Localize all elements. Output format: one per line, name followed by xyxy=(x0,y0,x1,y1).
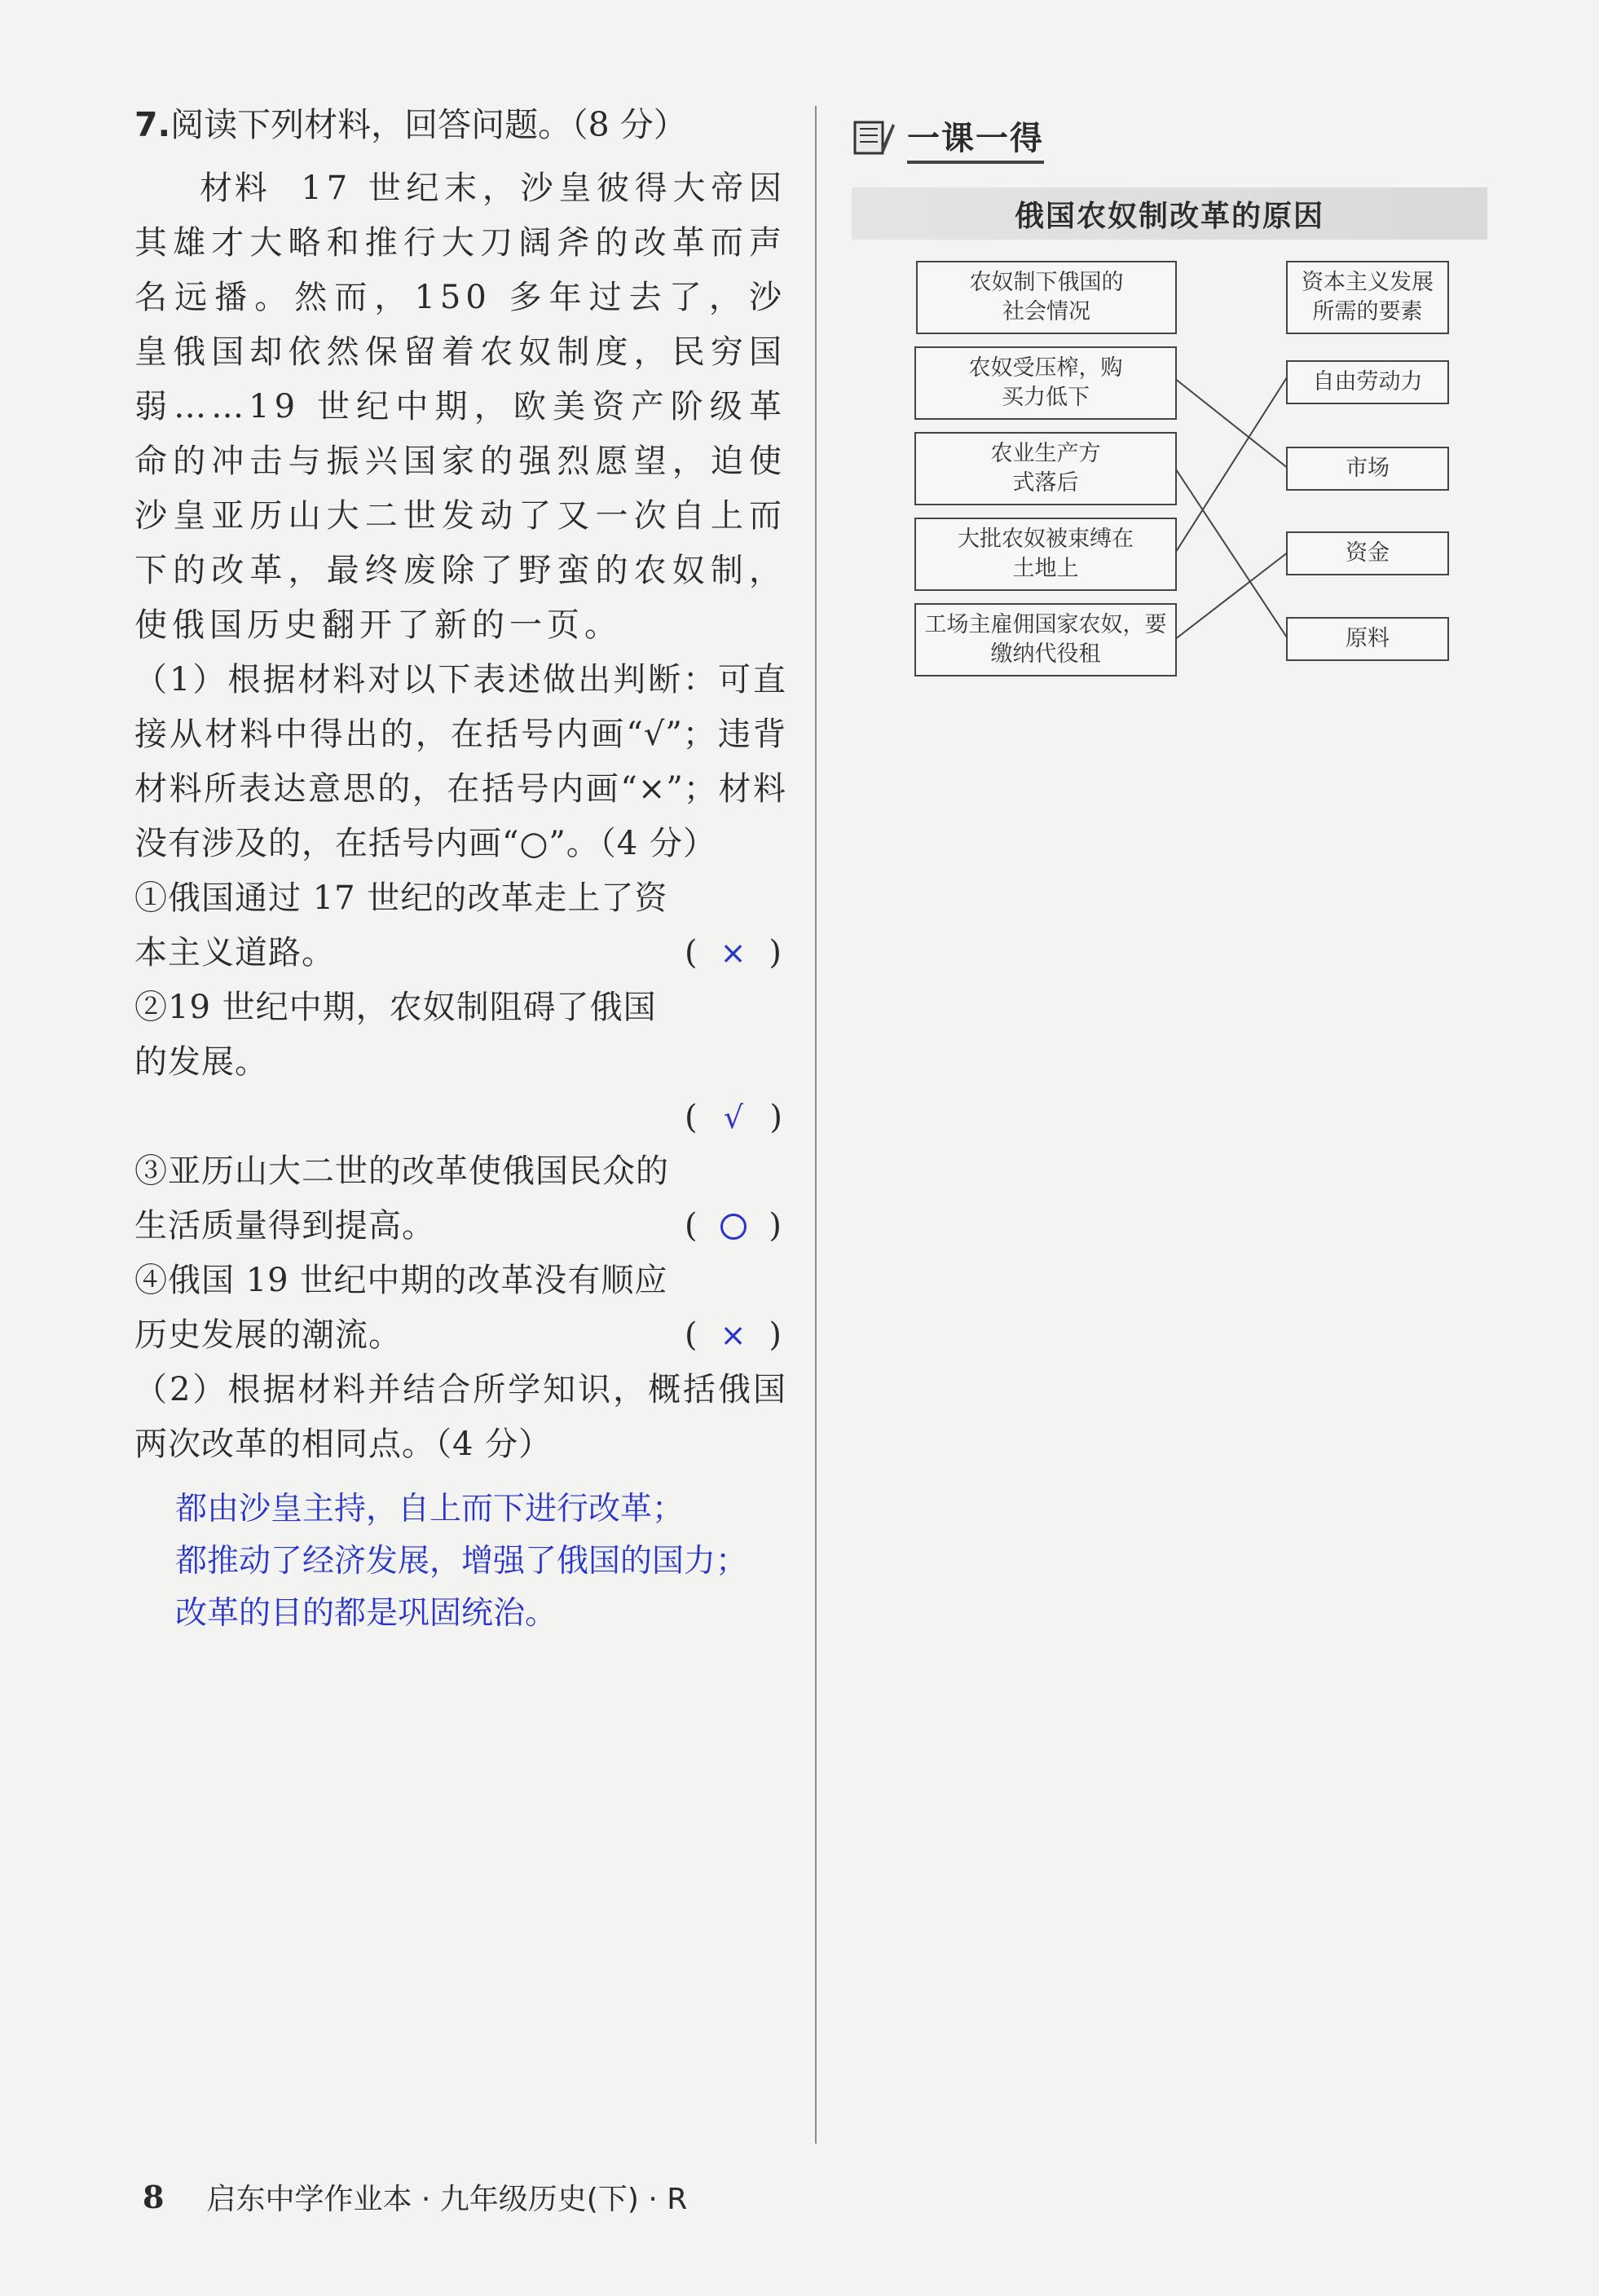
page-number: 8 xyxy=(143,2179,165,2215)
cause-box-4 xyxy=(914,603,1177,676)
part1-prompt: （1）根据材料对以下表述做出判断：可直接从材料中得出的，在括号内画“√”；违背材料所表达意思的，在括号内画“×”；材料没有涉及的，在括号内画“○”。（4 分） xyxy=(134,661,786,862)
answer-line: 改革的目的都是巩固统治。 xyxy=(175,1595,557,1632)
answer-mark: × xyxy=(720,935,747,971)
cause-text: 工场主雇佣国家农奴，要缴纳代役租 xyxy=(924,612,1167,667)
paren-close: ) xyxy=(769,934,782,972)
connector-quitrent-to-capital xyxy=(1174,552,1288,640)
cause-box-3 xyxy=(914,518,1177,591)
factor-text: 原料 xyxy=(1346,626,1390,651)
answer-mark: × xyxy=(720,1317,747,1353)
answer-line: 都推动了经济发展，增强了俄国的国力； xyxy=(175,1543,748,1580)
book-title: 启东中学作业本 · 九年级历史(下) · R xyxy=(206,2183,688,2216)
cause-box-2 xyxy=(914,432,1177,505)
diagram-title: 俄国农奴制改革的原因 xyxy=(1014,199,1324,233)
paren-close: ) xyxy=(769,1316,782,1354)
paren-open: ( xyxy=(685,1316,698,1354)
paren-open: ( xyxy=(685,934,698,972)
paren-open: ( xyxy=(685,1098,698,1136)
paren-open: ( xyxy=(685,1207,698,1245)
connector-purchasing-to-market xyxy=(1174,378,1288,469)
answer-line: 都由沙皇主持，自上而下进行改革； xyxy=(175,1491,685,1527)
right-header-box xyxy=(1286,261,1449,334)
left-header-box xyxy=(916,261,1177,334)
factor-text: 自由劳动力 xyxy=(1312,369,1423,394)
page-footer xyxy=(143,2176,687,2218)
judgement-item-text: ③亚历山大二世的改革使俄国民众的生活质量得到提高。 xyxy=(134,1152,669,1245)
cause-text: 大批农奴被束缚在土地上 xyxy=(958,527,1134,581)
judgement-item-text: ①俄国通过 17 世纪的改革走上了资本主义道路。 xyxy=(134,879,668,972)
factor-box-1 xyxy=(1286,360,1449,404)
cause-box-1 xyxy=(914,346,1177,420)
question-number: 7. xyxy=(134,105,171,144)
question-title-text: 阅读下列材料，回答问题。（8 分） xyxy=(170,105,687,144)
factor-box-2 xyxy=(1286,447,1449,491)
judgement-item-text: ②19 世纪中期，农奴制阻碍了俄国的发展。 xyxy=(134,989,657,1081)
part2-prompt: （2）根据材料并结合所学知识，概括俄国两次改革的相同点。（4 分） xyxy=(134,1371,786,1463)
material-text: 17 世纪末，沙皇彼得大帝因其雄才大略和推行大刀阔斧的改革而声名远播。然而，150 多年过去了，沙皇俄国却依然保留着农奴制度，民穷国弱……19 世纪中期，欧美资产阶级革命的冲击与振兴国家的强烈愿望，迫使沙皇亚历山大二世发动了又一次自上而下的改革，最终废除了野蛮的农奴制，使俄国历史翻开了新的一页。 xyxy=(134,170,786,644)
paren-close: ) xyxy=(769,1098,782,1136)
left-header-text: 农奴制下俄国的社会情况 xyxy=(969,270,1124,324)
factor-text: 市场 xyxy=(1346,456,1390,481)
connector-bound-serfs-to-labor xyxy=(1174,375,1288,554)
judgement-item-text: ④俄国 19 世纪中期的改革没有顺应历史发展的潮流。 xyxy=(134,1262,668,1354)
factor-box-4 xyxy=(1286,617,1449,661)
cause-text: 农奴受压榨，购买力低下 xyxy=(968,355,1123,410)
section-header-title: 一课一得 xyxy=(907,112,1044,164)
paren-close: ) xyxy=(769,1207,782,1245)
right-header-text: 资本主义发展所需的要素 xyxy=(1302,270,1434,324)
material-label: 材料 xyxy=(200,170,270,207)
cause-text: 农业生产方式落后 xyxy=(990,441,1101,496)
factor-box-3 xyxy=(1286,531,1449,575)
factor-text: 资金 xyxy=(1346,540,1390,566)
connector-farming-to-materials xyxy=(1174,467,1288,640)
answer-mark: √ xyxy=(723,1099,744,1135)
